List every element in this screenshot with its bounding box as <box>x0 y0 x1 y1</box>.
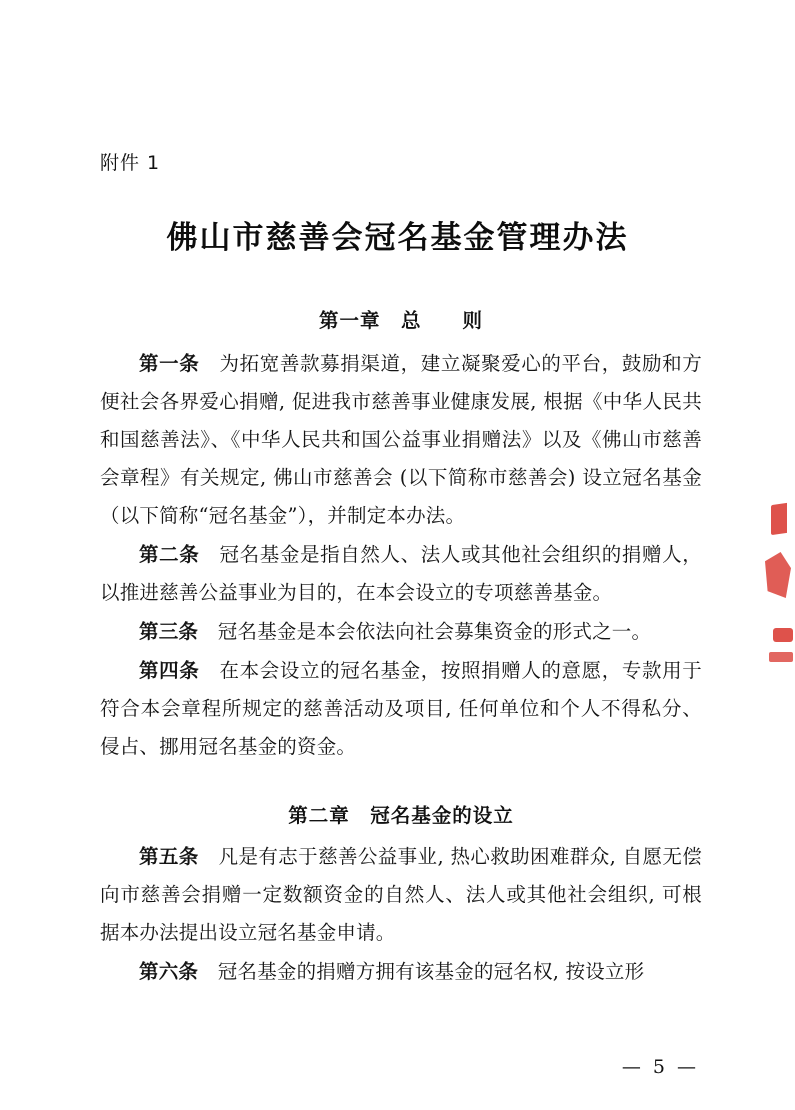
document-body <box>100 305 702 992</box>
article-marker: 第五条 <box>139 845 199 868</box>
article-marker: 第四条 <box>139 659 200 682</box>
article-marker: 第一条 <box>139 352 200 375</box>
article-marker: 第三条 <box>139 620 199 643</box>
article-paragraph <box>100 613 702 651</box>
red-seal-mark <box>761 500 795 700</box>
article-text: 为拓宽善款募捐渠道，建立凝聚爱心的平台，鼓励和方便社会各界爱心捐赠, 促进我市慈善事业健康发展, 根据《中华人民共和国慈善法》、《中华人民共和国公益事业捐赠法》以及《佛山市慈善会章程》有关规定, 佛山市慈善会 (以下简称市慈善会) 设立冠名基金（以下简称“冠名基金”），并制定本办法。 <box>100 352 702 527</box>
article-text: 冠名基金是本会依法向社会募集资金的形式之一。 <box>198 620 652 643</box>
article-paragraph <box>100 652 702 766</box>
article-marker: 第六条 <box>139 960 199 983</box>
chapter-heading-2: 第二章 冠名基金的设立 <box>288 804 514 827</box>
article-text: 在本会设立的冠名基金，按照捐赠人的意愿，专款用于符合本会章程所规定的慈善活动及项目, 任何单位和个人不得私分、侵占、挪用冠名基金的资金。 <box>100 659 702 758</box>
article-text: 冠名基金是指自然人、法人或其他社会组织的捐赠人，以推进慈善公益事业为目的，在本会设立的专项慈善基金。 <box>100 543 702 604</box>
chapter-heading-1: 第一章 总 则 <box>318 309 483 332</box>
page-title: 佛山市慈善会冠名基金管理办法 <box>166 220 629 256</box>
article-paragraph <box>100 838 702 952</box>
article-text: 凡是有志于慈善公益事业, 热心救助困难群众, 自愿无偿向市慈善会捐赠一定数额资金的自然人、法人或其他社会组织, 可根据本办法提出设立冠名基金申请。 <box>100 845 702 944</box>
attachment-label: 附件 1 <box>100 152 161 174</box>
article-text: 冠名基金的捐赠方拥有该基金的冠名权, 按设立形 <box>198 960 645 983</box>
article-paragraph <box>100 536 702 612</box>
article-marker: 第二条 <box>139 543 200 566</box>
article-paragraph <box>100 953 702 991</box>
page-number: — 5 — <box>621 1056 699 1078</box>
article-paragraph <box>100 345 702 535</box>
